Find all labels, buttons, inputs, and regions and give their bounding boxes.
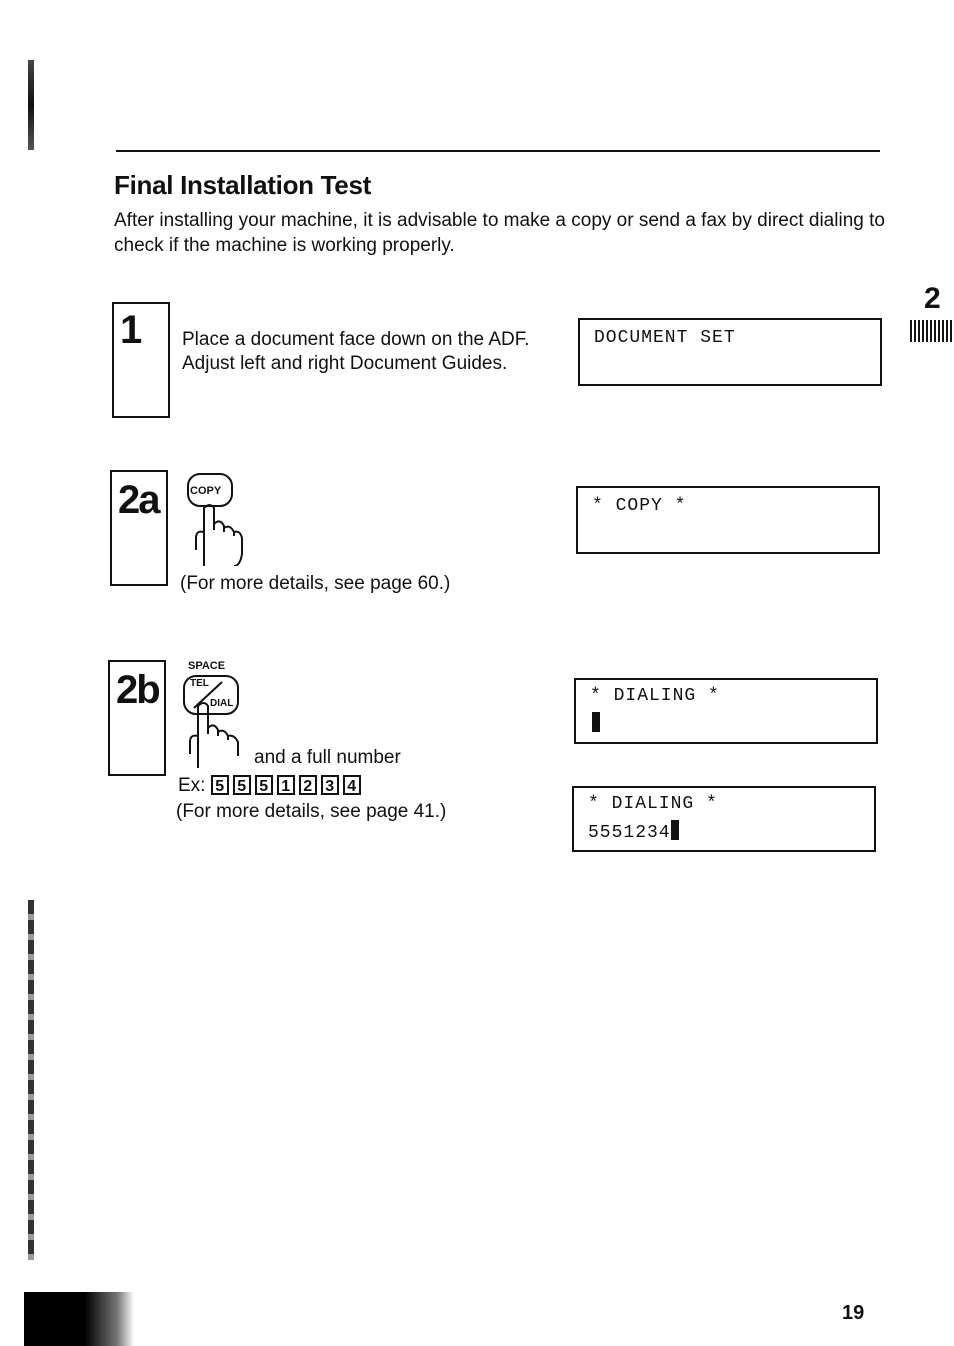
page-number: 19 <box>842 1302 865 1324</box>
digit-key: 5 <box>233 775 251 795</box>
step-2a-note: (For more details, see page 60.) <box>180 573 451 594</box>
lcd-text: * COPY * <box>592 496 687 516</box>
lcd-display-copy <box>576 486 880 554</box>
scan-edge-mark <box>28 900 34 1260</box>
example-label: Ex: <box>178 775 206 796</box>
scan-corner-shadow <box>24 1292 134 1346</box>
lcd-display-document-set <box>578 318 882 386</box>
scan-edge-mark <box>28 60 34 150</box>
copy-key-label: COPY <box>190 485 222 497</box>
step-2b-number: 2b <box>116 668 159 712</box>
dial-label: DIAL <box>210 698 234 709</box>
section-rule <box>116 150 880 152</box>
example-digits-row <box>178 774 365 798</box>
digit-key: 5 <box>255 775 273 795</box>
intro-paragraph: After installing your machine, it is advisable to make a copy or send a fax by direct dialing to check if the machine is working properly. <box>114 210 885 256</box>
step-2b-note: (For more details, see page 41.) <box>176 801 447 822</box>
digit-key: 3 <box>321 775 339 795</box>
lcd-text: DOCUMENT SET <box>594 328 736 348</box>
step-2a-box <box>110 470 168 586</box>
lcd-number: 5551234 <box>588 823 671 843</box>
and-full-number-text: and a full number <box>254 747 401 768</box>
step-1-text: Place a document face down on the ADF. Adjust left and right Document Guides. <box>182 329 530 374</box>
chapter-tab-marker <box>910 320 954 342</box>
tel-dial-key-icon <box>180 674 250 768</box>
lcd-text: * DIALING * <box>590 686 720 706</box>
lcd-display-dialing <box>574 678 878 744</box>
digit-key: 4 <box>343 775 361 795</box>
step-1-box <box>112 302 170 418</box>
lcd-number-line <box>588 820 679 843</box>
space-key-label: SPACE <box>188 660 226 672</box>
tel-label: TEL <box>190 678 209 689</box>
digit-key: 5 <box>211 775 229 795</box>
step-2b-box <box>108 660 166 776</box>
lcd-display-dialing-number <box>572 786 876 852</box>
step-2a-number: 2a <box>118 478 159 522</box>
step-1-number: 1 <box>120 308 141 352</box>
digit-key: 2 <box>299 775 317 795</box>
page-title: Final Installation Test <box>114 170 371 200</box>
lcd-cursor <box>592 712 600 735</box>
chapter-number: 2 <box>924 282 941 315</box>
digit-key: 1 <box>277 775 295 795</box>
copy-key-icon <box>186 470 252 566</box>
lcd-text: * DIALING * <box>588 794 718 814</box>
